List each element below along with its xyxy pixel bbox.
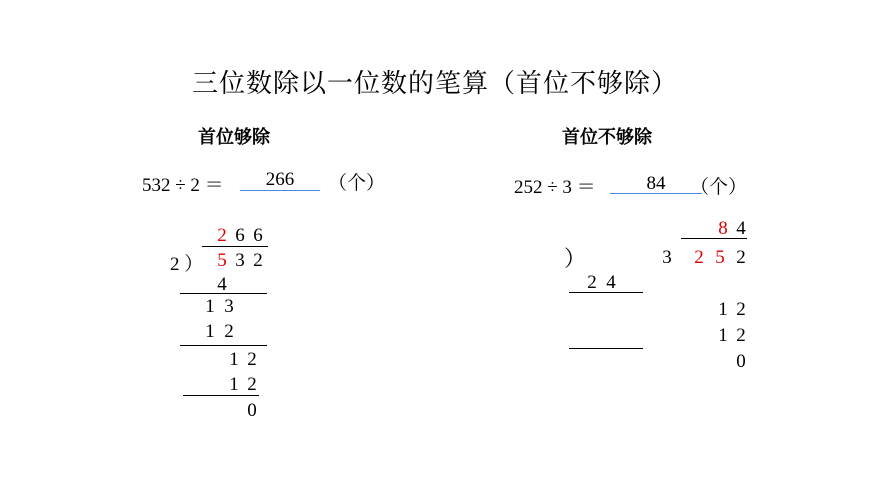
left-quotient-digit: 2 (217, 225, 227, 246)
left-equation: 532 ÷ 2 ＝ (142, 175, 224, 196)
left-step1-remainder-digit: 1 (205, 296, 215, 317)
left-divisor: 2 ） (170, 254, 204, 275)
right-step-remainder-digit: 2 (736, 325, 746, 346)
right-division-bar (681, 238, 747, 239)
right-final-remainder: 0 (736, 351, 746, 372)
left-step2-product-digit: 2 (224, 321, 234, 342)
left-division-bar (202, 246, 268, 247)
left-step-line (180, 293, 267, 294)
right-dividend-digit: 5 (715, 247, 725, 268)
left-subtitle: 首位够除 (198, 127, 270, 148)
right-step-remainder-digit: 1 (718, 325, 728, 346)
right-dividend-digit: 2 (736, 247, 746, 268)
right-step-product-digit: 1 (718, 299, 728, 320)
right-dividend-digit: 2 (694, 247, 704, 268)
right-divisor: 3 (662, 247, 672, 268)
right-answer-underline (610, 193, 702, 194)
left-step1-product: 4 (217, 274, 227, 295)
left-step2-product-digit: 1 (205, 321, 215, 342)
right-step-product-digit: 2 (736, 299, 746, 320)
right-quotient-digit: 8 (718, 218, 728, 239)
right-unit: （个） (690, 177, 748, 198)
right-subtitle: 首位不够除 (562, 127, 652, 148)
left-step2-remainder-digit: 2 (247, 349, 257, 370)
left-answer: 266 (265, 169, 295, 190)
left-quotient-digit: 6 (253, 225, 263, 246)
left-answer-underline (240, 190, 320, 191)
left-step2-remainder-digit: 1 (229, 349, 239, 370)
left-step1-remainder-digit: 3 (224, 296, 234, 317)
right-quotient-digit: 4 (736, 218, 746, 239)
left-quotient-digit: 6 (235, 225, 245, 246)
left-unit: （个） (328, 173, 386, 194)
right-draft-line (569, 292, 643, 293)
right-draft-line (569, 348, 643, 349)
left-step3-product-digit: 1 (229, 374, 239, 395)
right-draft-product-digit: 2 (587, 272, 597, 293)
left-step-line (180, 345, 267, 346)
left-dividend-digit: 5 (217, 250, 227, 271)
left-step3-product-digit: 2 (247, 374, 257, 395)
right-answer: 84 (646, 173, 666, 194)
page-title: 三位数除以一位数的笔算（首位不够除） (191, 69, 678, 99)
right-equation: 252 ÷ 3 ＝ (514, 177, 596, 198)
right-draft-paren: ） (564, 246, 587, 271)
left-step-line (183, 395, 259, 396)
left-dividend-digit: 3 (235, 250, 245, 271)
left-dividend-digit: 2 (253, 250, 263, 271)
right-draft-product-digit: 4 (606, 272, 616, 293)
left-final-remainder: 0 (247, 400, 257, 421)
